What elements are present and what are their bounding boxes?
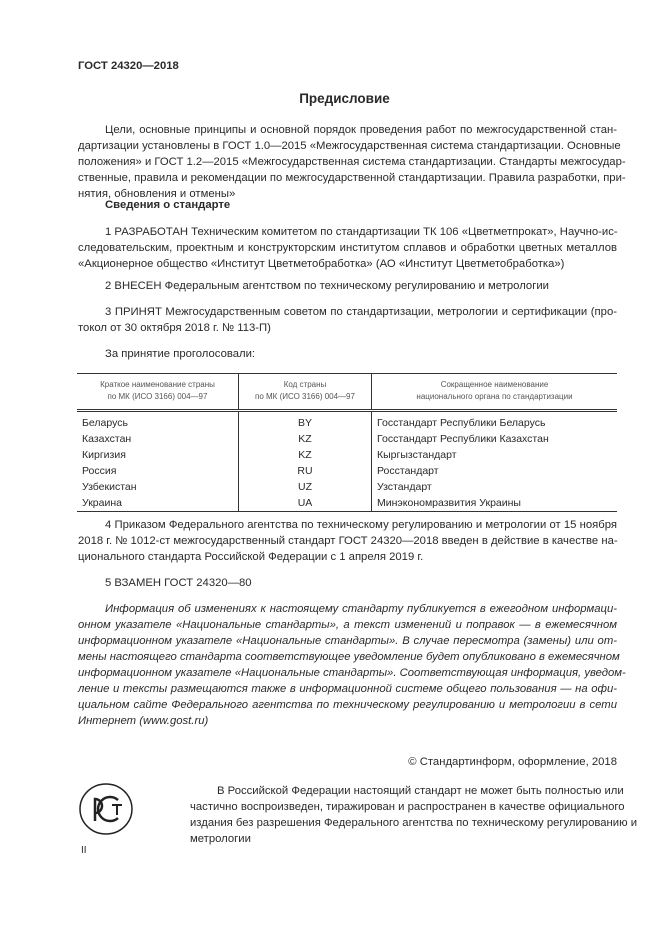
text-line: положения» и ГОСТ 1.2—2015 «Межгосударственная система стандартизации. Стандарты межгосудар- [78,156,626,168]
cell-organ: Кыргызстандарт [377,449,457,461]
cell-code: KZ [239,431,372,447]
text-line: метрологии [190,833,251,845]
text-line: издания без разрешения Федерального агентства по техническому регулированию и [190,817,637,829]
document-code: ГОСТ 24320—2018 [78,60,179,72]
cell-organ: Госстандарт Республики Беларусь [377,417,546,429]
text-line: За принятие проголосовали: [105,348,256,360]
item-1 [78,224,617,272]
cell-code: UZ [239,479,372,495]
text-line: В Российской Федерации настоящий стандарт не может быть полностью или [217,785,624,797]
table-header-row [77,374,617,411]
text-line: онном указателе «Национальные стандарты», а текст изменений и поправок — в ежемесячном [78,619,617,631]
text-line: циальном сайте Федерального агентства по техническому регулированию и метрологии в сети [78,699,617,711]
text-line: 2018 г. № 1012-ст межгосударственный стандарт ГОСТ 24320—2018 введен в действие в качестве на- [78,535,618,547]
cell-code: KZ [239,447,372,463]
text-line: информационном указателе «Национальные стандарты». В случае пересмотра (замены) или от- [78,635,617,647]
cell-code: BY [239,411,372,432]
table-row [77,495,617,512]
header-line: Код страны [283,380,327,389]
cell-country: Киргизия [77,447,239,463]
text-line: нятия, обновления и отмены» [78,188,236,200]
column-header-country [77,374,239,411]
text-line: мены настоящего стандарта соответствующее уведомление будет опубликовано в ежемесячном [78,651,620,663]
page-title: Предисловие [299,91,390,106]
info-paragraph [78,601,626,729]
text-line: ственные, правила и рекомендации по межгосударственной стандартизации. Правила разработки, при- [78,172,626,184]
rst-logo-icon [78,781,134,837]
copyright: © Стандартинформ, оформление, 2018 [408,756,617,768]
text-line: следовательским, проектным и конструкторским институтом сплавов и обработки цветных металлов [78,242,617,254]
item-5 [78,575,617,591]
cell-country: Беларусь [77,411,239,432]
cell-organ: Минэкономразвития Украины [377,497,521,509]
table-row [77,411,617,432]
page-number: II [81,845,87,856]
column-header-code [239,374,372,411]
text-line: Интернет (www.gost.ru) [78,715,209,727]
cell-country: Узбекистан [77,479,239,495]
table-row [77,463,617,479]
intro-paragraph [78,122,626,202]
cell-code: UA [239,495,372,512]
text-line: Информация об изменениях к настоящему стандарту публикуется в ежегодном информаци- [105,603,617,615]
table-row [77,447,617,463]
text-line: дартизации установлены в ГОСТ 1.0—2015 «Межгосударственная система стандартизации. Основные [78,140,621,152]
item-3 [78,304,617,336]
text-line: «Акционерное общество «Институт Цветметобработка» (АО «Институт Цветметобработка») [78,258,565,270]
cell-organ: Росстандарт [377,465,439,477]
text-line: информационном указателе «Национальные стандарты». Соответствующая информация, уведом- [78,667,626,679]
table-row [77,479,617,495]
column-header-organ [372,374,618,411]
table-row [77,431,617,447]
item-4 [78,517,617,565]
text-line: 4 Приказом Федерального агентства по техническому регулированию и метрологии от 15 ноября [105,519,617,531]
cell-code: RU [239,463,372,479]
header-line: Сокращенное наименование [440,380,549,389]
text-line: ление и тексты размещаются также в информационной системе общего пользования — на офи- [78,683,617,695]
copyright-notice [190,783,637,847]
cell-organ: Госстандарт Республики Казахстан [377,433,549,445]
text-line: частично воспроизведен, тиражирован и распространен в качестве официального [190,801,625,813]
text-line: токол от 30 октября 2018 г. № 113-П) [78,322,271,334]
text-line: Цели, основные принципы и основной порядок проведения работ по межгосударственной стан- [105,124,617,136]
header-line: Краткое наименование страны [100,380,215,389]
text-line: 3 ПРИНЯТ Межгосударственным советом по стандартизации, метрологии и сертификации (про- [105,306,617,318]
text-line: 5 ВЗАМЕН ГОСТ 24320—80 [105,577,252,589]
item-2 [78,278,617,294]
text-line: 1 РАЗРАБОТАН Техническим комитетом по стандартизации ТК 106 «Цветметпрокат», Научно-ис- [105,226,618,238]
header-line: по МК (ИСО 3166) 004—97 [255,392,355,401]
cell-country: Казахстан [77,431,239,447]
voted-label [78,346,617,362]
cell-country: Украина [77,495,239,512]
text-line: ционального стандарта Российской Федерации с 1 апреля 2019 г. [78,551,424,563]
cell-organ: Узстандарт [377,481,432,493]
voting-table [77,373,617,512]
text-line: 2 ВНЕСЕН Федеральным агентством по техническому регулированию и метрологии [105,280,549,292]
header-line: национального органа по стандартизации [416,392,573,401]
cell-country: Россия [77,463,239,479]
section-heading: Сведения о стандарте [105,199,231,211]
header-line: по МК (ИСО 3166) 004—97 [107,392,208,401]
